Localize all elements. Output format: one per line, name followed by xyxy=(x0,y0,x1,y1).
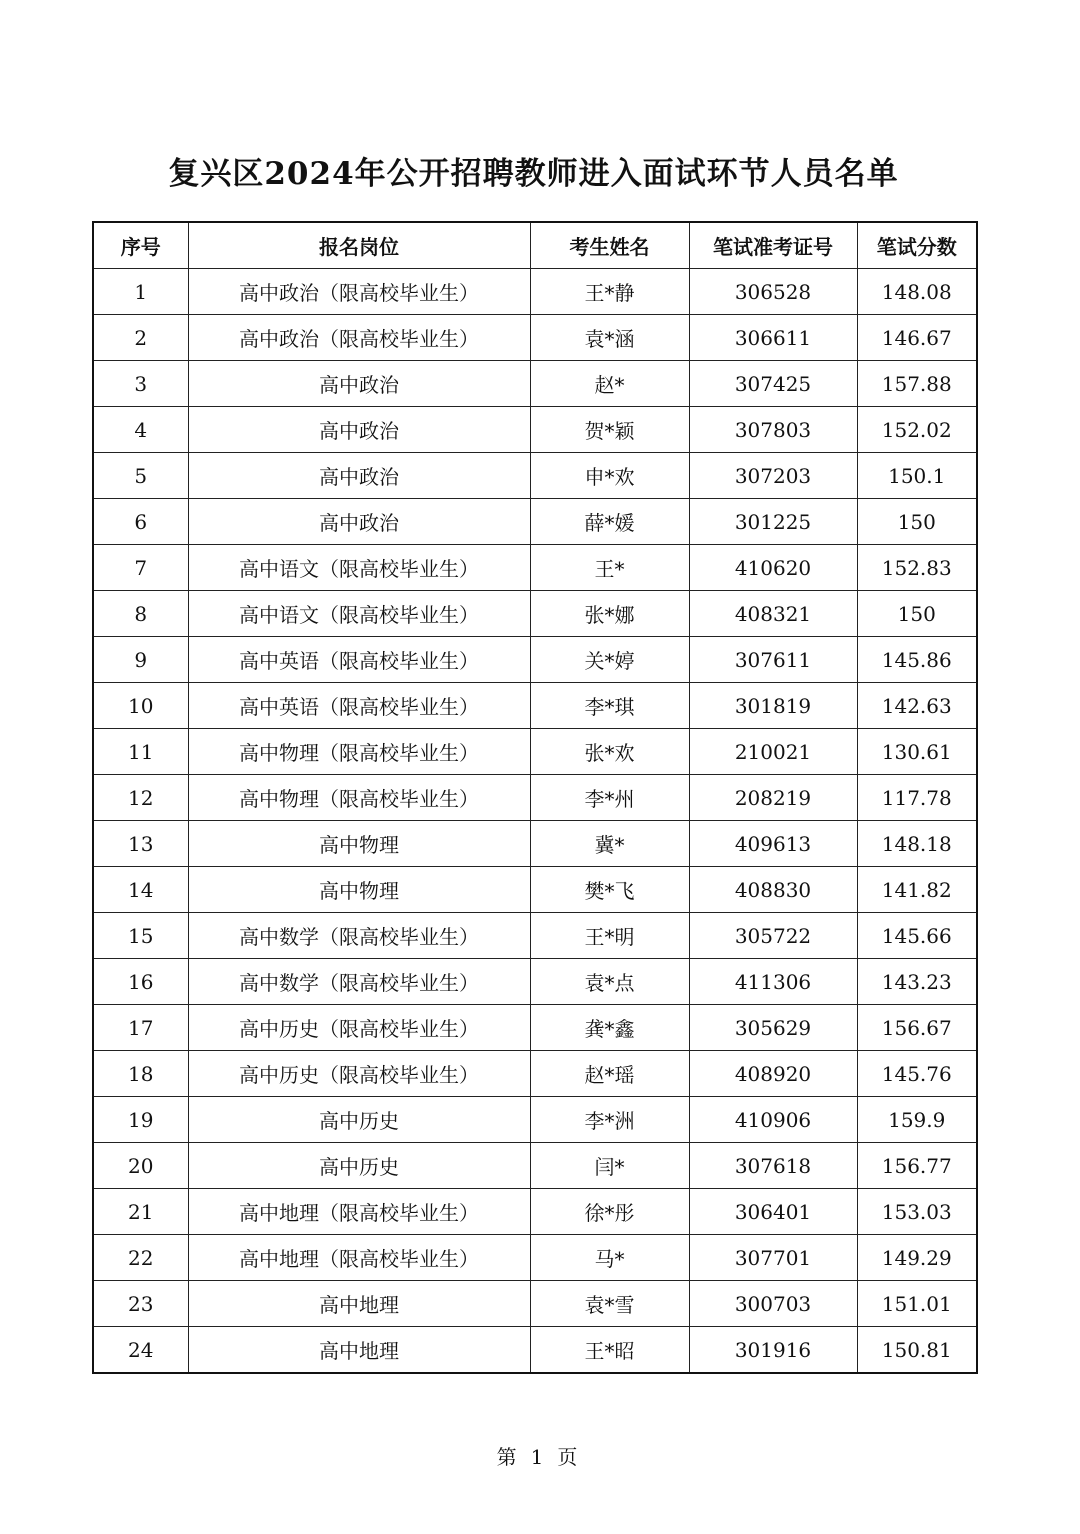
cell-serial: 18 xyxy=(93,1051,188,1097)
page-number: 1 xyxy=(530,1445,544,1469)
header-position: 报名岗位 xyxy=(188,222,530,269)
cell-position: 高中物理 xyxy=(188,867,530,913)
cell-exam-ticket: 210021 xyxy=(689,729,857,775)
table-header-row xyxy=(93,222,977,269)
cell-position: 高中语文（限高校毕业生） xyxy=(188,545,530,591)
cell-position: 高中英语（限高校毕业生） xyxy=(188,683,530,729)
cell-exam-score: 152.83 xyxy=(857,545,977,591)
table-row xyxy=(93,1235,977,1281)
cell-exam-score: 156.67 xyxy=(857,1005,977,1051)
cell-candidate-name: 李*洲 xyxy=(530,1097,689,1143)
page-footer xyxy=(0,1441,1074,1470)
table-row xyxy=(93,361,977,407)
cell-exam-ticket: 300703 xyxy=(689,1281,857,1327)
table-row xyxy=(93,1281,977,1327)
cell-position: 高中政治 xyxy=(188,361,530,407)
cell-position: 高中地理（限高校毕业生） xyxy=(188,1235,530,1281)
cell-exam-ticket: 411306 xyxy=(689,959,857,1005)
cell-position: 高中政治 xyxy=(188,453,530,499)
cell-candidate-name: 李*州 xyxy=(530,775,689,821)
cell-exam-score: 130.61 xyxy=(857,729,977,775)
cell-serial: 4 xyxy=(93,407,188,453)
cell-exam-score: 146.67 xyxy=(857,315,977,361)
cell-exam-ticket: 408321 xyxy=(689,591,857,637)
cell-serial: 7 xyxy=(93,545,188,591)
cell-exam-score: 150.1 xyxy=(857,453,977,499)
page-title: 复兴区2024年公开招聘教师进入面试环节人员名单 xyxy=(168,156,899,192)
table-body xyxy=(93,269,977,1374)
cell-exam-ticket: 307618 xyxy=(689,1143,857,1189)
table-row xyxy=(93,867,977,913)
cell-position: 高中历史 xyxy=(188,1143,530,1189)
cell-candidate-name: 冀* xyxy=(530,821,689,867)
cell-exam-score: 152.02 xyxy=(857,407,977,453)
cell-position: 高中历史 xyxy=(188,1097,530,1143)
cell-serial: 12 xyxy=(93,775,188,821)
cell-exam-ticket: 301225 xyxy=(689,499,857,545)
cell-candidate-name: 马* xyxy=(530,1235,689,1281)
cell-candidate-name: 张*娜 xyxy=(530,591,689,637)
table-row xyxy=(93,683,977,729)
cell-exam-ticket: 306611 xyxy=(689,315,857,361)
cell-serial: 1 xyxy=(93,269,188,315)
cell-exam-score: 150 xyxy=(857,591,977,637)
table-row xyxy=(93,591,977,637)
cell-serial: 2 xyxy=(93,315,188,361)
cell-exam-ticket: 409613 xyxy=(689,821,857,867)
cell-position: 高中数学（限高校毕业生） xyxy=(188,913,530,959)
cell-serial: 10 xyxy=(93,683,188,729)
cell-exam-ticket: 307803 xyxy=(689,407,857,453)
cell-candidate-name: 薛*媛 xyxy=(530,499,689,545)
table-row xyxy=(93,315,977,361)
cell-exam-ticket: 307701 xyxy=(689,1235,857,1281)
cell-candidate-name: 徐*彤 xyxy=(530,1189,689,1235)
cell-serial: 20 xyxy=(93,1143,188,1189)
table-row xyxy=(93,269,977,315)
cell-position: 高中政治（限高校毕业生） xyxy=(188,269,530,315)
cell-exam-score: 153.03 xyxy=(857,1189,977,1235)
cell-serial: 19 xyxy=(93,1097,188,1143)
cell-candidate-name: 袁*涵 xyxy=(530,315,689,361)
cell-candidate-name: 王*静 xyxy=(530,269,689,315)
cell-exam-ticket: 408830 xyxy=(689,867,857,913)
cell-position: 高中地理（限高校毕业生） xyxy=(188,1189,530,1235)
cell-serial: 13 xyxy=(93,821,188,867)
header-serial: 序号 xyxy=(93,222,188,269)
cell-position: 高中数学（限高校毕业生） xyxy=(188,959,530,1005)
header-exam-ticket: 笔试准考证号 xyxy=(689,222,857,269)
page-prefix: 第 xyxy=(496,1445,517,1469)
cell-exam-ticket: 305722 xyxy=(689,913,857,959)
cell-exam-ticket: 307425 xyxy=(689,361,857,407)
cell-candidate-name: 王* xyxy=(530,545,689,591)
table-row xyxy=(93,407,977,453)
cell-serial: 24 xyxy=(93,1327,188,1374)
cell-candidate-name: 李*琪 xyxy=(530,683,689,729)
table-row xyxy=(93,1143,977,1189)
cell-candidate-name: 赵*瑶 xyxy=(530,1051,689,1097)
cell-serial: 22 xyxy=(93,1235,188,1281)
cell-candidate-name: 闫* xyxy=(530,1143,689,1189)
cell-exam-score: 142.63 xyxy=(857,683,977,729)
cell-exam-ticket: 301819 xyxy=(689,683,857,729)
cell-serial: 8 xyxy=(93,591,188,637)
table-row xyxy=(93,1005,977,1051)
cell-candidate-name: 袁*雪 xyxy=(530,1281,689,1327)
cell-candidate-name: 关*婷 xyxy=(530,637,689,683)
cell-candidate-name: 王*昭 xyxy=(530,1327,689,1374)
cell-candidate-name: 樊*飞 xyxy=(530,867,689,913)
cell-position: 高中物理（限高校毕业生） xyxy=(188,729,530,775)
cell-exam-score: 149.29 xyxy=(857,1235,977,1281)
cell-serial: 3 xyxy=(93,361,188,407)
cell-serial: 15 xyxy=(93,913,188,959)
cell-candidate-name: 赵* xyxy=(530,361,689,407)
cell-exam-score: 145.66 xyxy=(857,913,977,959)
cell-candidate-name: 龚*鑫 xyxy=(530,1005,689,1051)
cell-exam-ticket: 208219 xyxy=(689,775,857,821)
header-exam-score: 笔试分数 xyxy=(857,222,977,269)
cell-exam-ticket: 410620 xyxy=(689,545,857,591)
cell-serial: 11 xyxy=(93,729,188,775)
cell-exam-score: 145.86 xyxy=(857,637,977,683)
cell-exam-score: 145.76 xyxy=(857,1051,977,1097)
cell-exam-ticket: 408920 xyxy=(689,1051,857,1097)
cell-exam-score: 150.81 xyxy=(857,1327,977,1374)
table-row xyxy=(93,1189,977,1235)
cell-exam-score: 156.77 xyxy=(857,1143,977,1189)
cell-serial: 17 xyxy=(93,1005,188,1051)
table-row xyxy=(93,821,977,867)
table-row xyxy=(93,959,977,1005)
cell-candidate-name: 申*欢 xyxy=(530,453,689,499)
cell-exam-score: 117.78 xyxy=(857,775,977,821)
table-row xyxy=(93,775,977,821)
cell-position: 高中政治 xyxy=(188,499,530,545)
cell-candidate-name: 王*明 xyxy=(530,913,689,959)
cell-exam-ticket: 307203 xyxy=(689,453,857,499)
cell-exam-score: 143.23 xyxy=(857,959,977,1005)
cell-exam-ticket: 301916 xyxy=(689,1327,857,1374)
cell-serial: 16 xyxy=(93,959,188,1005)
cell-position: 高中政治（限高校毕业生） xyxy=(188,315,530,361)
cell-position: 高中地理 xyxy=(188,1327,530,1374)
cell-exam-score: 150 xyxy=(857,499,977,545)
cell-serial: 9 xyxy=(93,637,188,683)
table-row xyxy=(93,499,977,545)
cell-exam-score: 157.88 xyxy=(857,361,977,407)
cell-position: 高中政治 xyxy=(188,407,530,453)
cell-exam-ticket: 410906 xyxy=(689,1097,857,1143)
cell-serial: 5 xyxy=(93,453,188,499)
cell-position: 高中地理 xyxy=(188,1281,530,1327)
cell-exam-score: 148.18 xyxy=(857,821,977,867)
cell-position: 高中历史（限高校毕业生） xyxy=(188,1051,530,1097)
interview-roster-table xyxy=(92,221,978,1374)
cell-exam-ticket: 306528 xyxy=(689,269,857,315)
table-row xyxy=(93,729,977,775)
cell-candidate-name: 袁*点 xyxy=(530,959,689,1005)
cell-position: 高中物理 xyxy=(188,821,530,867)
cell-serial: 14 xyxy=(93,867,188,913)
cell-exam-score: 148.08 xyxy=(857,269,977,315)
table-row xyxy=(93,545,977,591)
cell-exam-ticket: 307611 xyxy=(689,637,857,683)
cell-exam-ticket: 306401 xyxy=(689,1189,857,1235)
cell-serial: 6 xyxy=(93,499,188,545)
table-row xyxy=(93,453,977,499)
cell-exam-score: 159.9 xyxy=(857,1097,977,1143)
cell-exam-score: 141.82 xyxy=(857,867,977,913)
header-candidate-name: 考生姓名 xyxy=(530,222,689,269)
cell-serial: 23 xyxy=(93,1281,188,1327)
table-row xyxy=(93,1051,977,1097)
cell-position: 高中历史（限高校毕业生） xyxy=(188,1005,530,1051)
cell-candidate-name: 贺*颖 xyxy=(530,407,689,453)
cell-serial: 21 xyxy=(93,1189,188,1235)
page-suffix: 页 xyxy=(557,1445,578,1469)
cell-position: 高中英语（限高校毕业生） xyxy=(188,637,530,683)
table-row xyxy=(93,1097,977,1143)
cell-exam-ticket: 305629 xyxy=(689,1005,857,1051)
table-row xyxy=(93,637,977,683)
cell-exam-score: 151.01 xyxy=(857,1281,977,1327)
cell-position: 高中语文（限高校毕业生） xyxy=(188,591,530,637)
cell-position: 高中物理（限高校毕业生） xyxy=(188,775,530,821)
cell-candidate-name: 张*欢 xyxy=(530,729,689,775)
table-row xyxy=(93,913,977,959)
table-row xyxy=(93,1327,977,1374)
